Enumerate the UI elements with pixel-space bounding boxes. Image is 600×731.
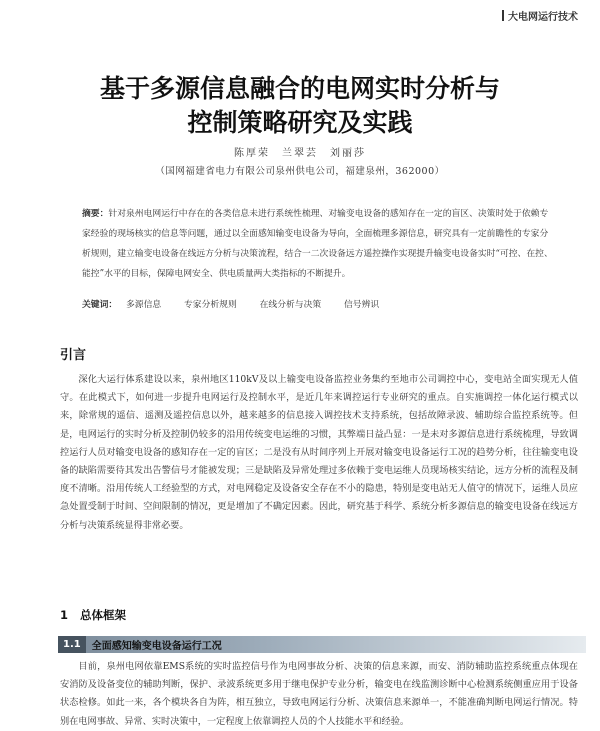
subsection-heading-1-1 bbox=[58, 636, 586, 653]
section-heading-intro: 引言 bbox=[60, 348, 87, 363]
abstract bbox=[82, 204, 554, 284]
title-line-1: 基于多源信息融合的电网实时分析与 bbox=[99, 74, 500, 103]
intro-paragraph: 深化大运行体系建设以来，泉州地区110kV及以上输变电设备监控业务集约至地市公司调控中心，变电站全面实现无人值守。在此模式下，如何进一步提升电网运行及控制水平，是近几年来调控运行专业研究的重点。自实施调控一体化运行模式以来，除常规的遥信、遥测及遥控信息以外，越来越多的信息接入调控技术支持系统，包括故障录波、辅助综合监控系统等。但是，电网运行的实时分析及控制仍较多的沿用传统变电运维的习惯，其弊端日益凸显：一是未对多源信息进行系统梳理，导致调控运行人员对输变电设备的感知存在一定的盲区；二是没有从时间序列上开展对输变电设备运行工况的趋势分析，往往输变电设备的缺陷需要待其发出告警信号才能被发现；三是缺陷及异常处理过多依赖于变电运维人员现场核实结论，远方分析的流程及制度不清晰。沿用传统人工经验型的方式，对电网稳定及设备安全存在不小的隐患，特别是变电站无人值守的情况下，运维人员应急处置受制于时间、空间限制的情况，更是增加了不确定因素。因此，研究基于科学、系统分析多源信息的输变电设备在线远方分析与决策系统显得非常必要。 bbox=[60, 374, 578, 531]
abstract-text: 针对泉州电网运行中存在的各类信息未进行系统性梳理、对输变电设备的感知存在一定的盲区、决策时处于依赖专家经验的现场核实的信息等问题，通过以全面感知输变电设备为导向，全面梳理多源信息，研究具有一定前瞻性的专家分析规则，建立输变电设备在线远方分析与决策流程，结合一二次设备远方遥控操作实现提升输变电设备实时“可控、在控、能控”水平的目标，保障电网安全、供电质量两大类指标的不断提升。 bbox=[82, 209, 553, 279]
keyword: 在线分析与决策 bbox=[259, 300, 322, 310]
page-title bbox=[0, 72, 600, 140]
section-number: 1 bbox=[60, 608, 69, 622]
keywords-label: 关键词： bbox=[82, 300, 118, 310]
header-bar bbox=[502, 10, 504, 21]
subsection-number: 1.1 bbox=[58, 636, 86, 653]
subsection-title: 全面感知输变电设备运行工况 bbox=[91, 641, 222, 652]
journal-header bbox=[502, 8, 578, 23]
keyword: 专家分析规则 bbox=[184, 300, 237, 310]
section-heading-1 bbox=[60, 607, 126, 623]
section-1-1-body bbox=[60, 658, 578, 731]
abstract-label: 摘要： bbox=[82, 209, 109, 219]
authors: 陈厚荣 兰翠芸 刘丽莎 bbox=[234, 148, 366, 159]
journal-name: 大电网运行技术 bbox=[508, 12, 578, 23]
title-line-2: 控制策略研究及实践 bbox=[187, 108, 413, 137]
intro-body bbox=[60, 371, 578, 535]
keyword: 信号辨识 bbox=[343, 300, 380, 310]
keyword: 多源信息 bbox=[126, 300, 162, 310]
keywords bbox=[82, 297, 554, 310]
section-title: 总体框架 bbox=[80, 608, 127, 622]
affiliation: （国网福建省电力有限公司泉州供电公司，福建泉州，362000） bbox=[155, 166, 445, 177]
section-1-1-paragraph: 目前，泉州电网依靠EMS系统的实时监控信号作为电网事故分析、决策的信息来源，而安、消防辅助监控系统重点体现在安消防及设备变位的辅助判断，保护、录波系统更多用于继电保护专业分析，输变电在线监测诊断中心检测系统侧重应用于设备状态检修。如此一来，各个模块各自为阵，相互独立，导致电网运行分析、决策信息来源单一，不能准确判断电网运行情况。特别在电网事故、异常、实时决策中，一定程度上依靠调控人员的个人技能水平和经验。 bbox=[60, 661, 578, 727]
